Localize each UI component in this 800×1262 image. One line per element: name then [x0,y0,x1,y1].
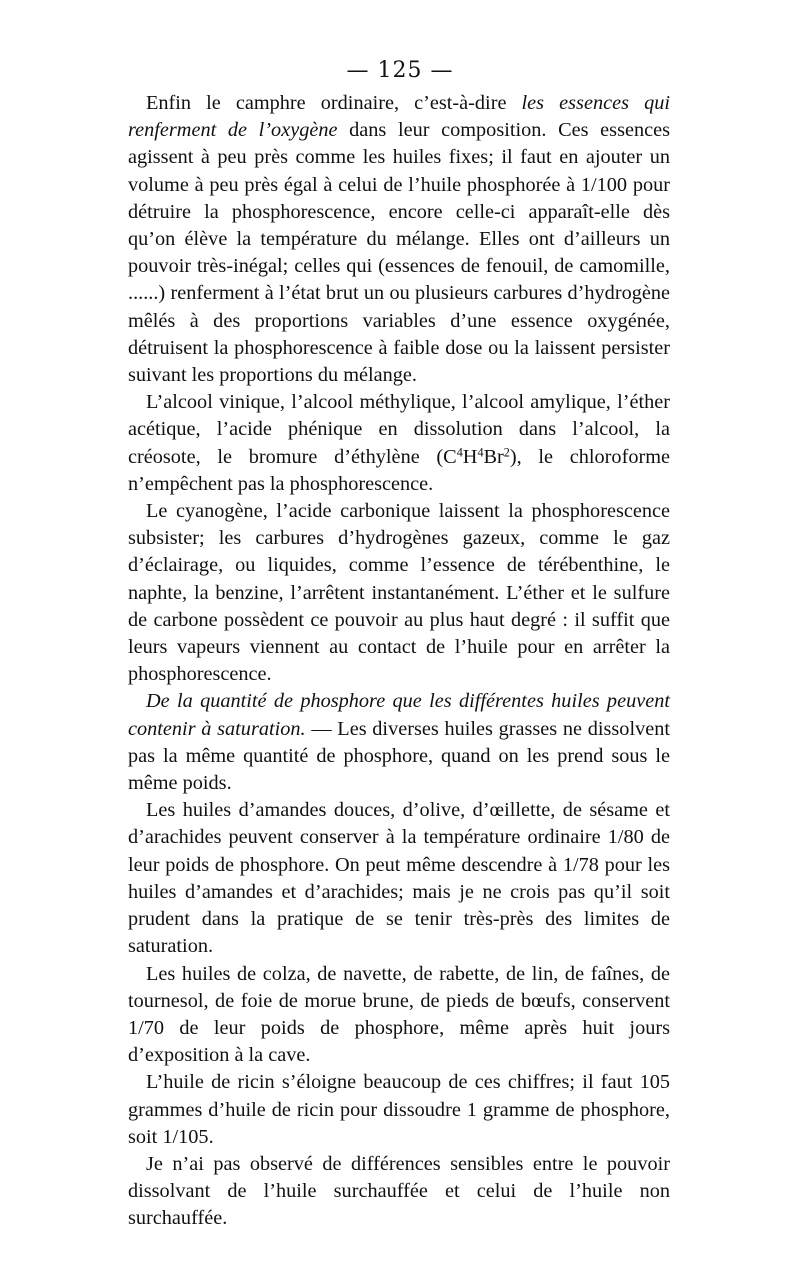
paragraph-colza: Les huiles de colza, de navette, de rabette, de lin, de faînes, de tournesol, de foie de morue brune, de pieds de bœufs, conservent 1/70 de leur poids de phosphore, même après huit jours d’exposition à la cave. [128,962,670,1067]
paragraph-quantite [128,688,670,797]
paragraph-text: L’alcool vinique, l’alcool méthylique, l’alcool amylique, l’éther acétique, l’acide phénique en dissolution dans l’alcool, la créosote, le bromure d’éthylène (C [128,391,670,468]
section-heading: De la quantité de phosphore que les différentes huiles peuvent contenir à saturation. [128,690,670,740]
subscript-index: 2 [503,444,510,459]
formula-part: H [462,445,478,468]
paragraph-amandes: Les huiles d’amandes douces, d’olive, d’œillette, de sésame et d’arachides peuvent conserver à la température ordinaire 1/80 de leur poids de phosphore. On peut même descendre à 1/78 pour les huiles d’amandes et d’arachides; mais je ne crois pas qu’il soit prudent dans la pratique de se tenir très-près des limites de saturation. [128,799,670,958]
paragraph-essences [128,90,670,389]
body-text [128,90,670,1233]
paragraph-text: — Les diverses huiles grasses ne dissolvent pas la même quantité de phosphore, quand on les prend sous le même poids. [128,717,670,795]
paragraph-alcools [128,389,670,498]
subscript-index: 4 [456,444,463,459]
paragraph-surchauffee: Je n’ai pas observé de différences sensibles entre le pouvoir dissolvant de l’huile surchauffée et celui de l’huile non surchauffée. [128,1152,670,1230]
paragraph-text: dans leur composition. Ces essences agissent à peu près comme les huiles fixes; il faut en ajouter un volume à peu près égal à celui de l’huile phosphorée à 1/100 pour détruire la phosphorescence, encore celle-ci apparaît-elle dès qu’on élève la température du mélange. Elles ont d’ailleurs un pouvoir très-inégal; celles qui (essences de fenouil, de camomille, ......) renferment à l’état brut un ou plusieurs carbures d’hydrogène mêlés à des proportions variables d’une essence oxygénée, détruisent la phosphorescence à faible dose ou la laissent persister suivant les proportions du mélange. [128,119,670,387]
paragraph-text: ), le chloroforme n’empêchent pas la phosphorescence. [128,445,670,495]
paragraph-text: Enfin le camphre ordinaire, c’est-à-dire [146,92,522,114]
subscript-index: 4 [477,444,484,459]
paragraph-cyanogene: Le cyanogène, l’acide carbonique laissent la phosphorescence subsister; les carbures d’hydrogènes gazeux, comme le gaz d’éclairage, ou liquides, comme l’essence de térébenthine, le naphte, la benzine, l’arrêtent instantanément. L’éther et le sulfure de carbone possèdent ce pouvoir au plus haut degré : il suffit que leurs vapeurs viennent au contact de l’huile pour en arrêter la phosphorescence. [128,500,670,686]
paragraph-ricin: L’huile de ricin s’éloigne beaucoup de ces chiffres; il faut 105 grammes d’huile de ricin pour dissoudre 1 gramme de phosphore, soit 1/105. [128,1071,670,1148]
italic-phrase: les essences qui renferment de l’oxygène [128,92,670,142]
formula-part: Br [483,445,504,468]
page-number: — 125 — [346,58,454,83]
